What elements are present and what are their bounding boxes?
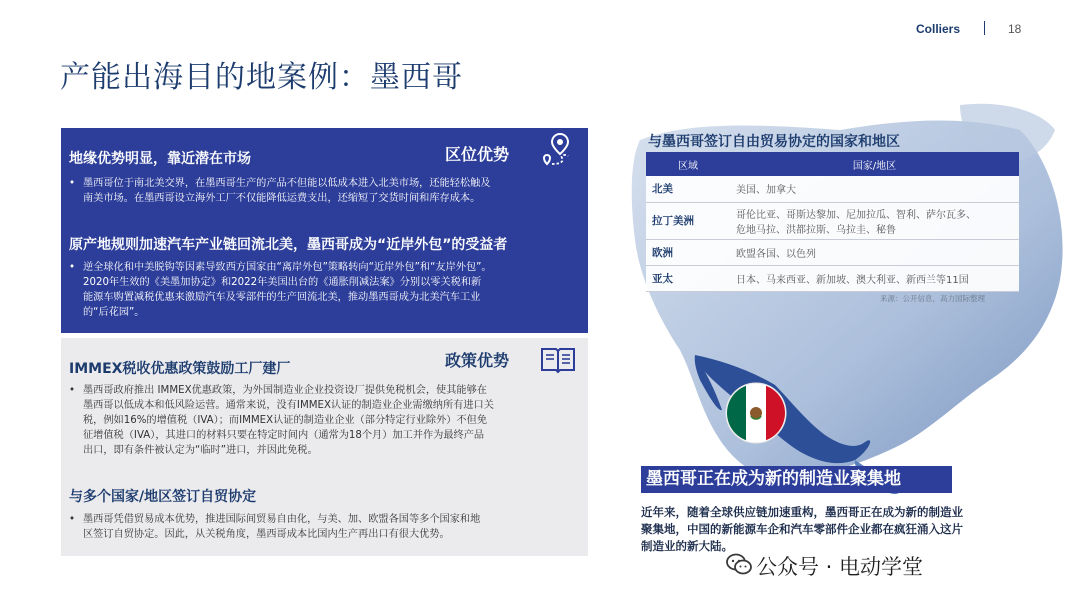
location-section2-text [69, 260, 584, 320]
column-header-region: 区域 [646, 152, 730, 176]
policy-section1-title: IMMEX税收优惠政策鼓励工厂建厂 [69, 361, 291, 377]
text-line: 墨西哥政府推出 IMMEX优惠政策，为外国制造业企业投资设厂提供免税机会，使其能够在 [83, 385, 487, 396]
text-line: 墨西哥以低成本和低风险运营。通常来说，没有IMMEX认证的制造业企业需缴纳所有进口关 [83, 400, 494, 411]
header-separator [984, 21, 985, 35]
mexico-flag-icon [725, 382, 787, 444]
open-book-icon [539, 344, 577, 374]
region-cell: 欧洲 [646, 239, 730, 265]
wechat-icon [725, 550, 753, 578]
fta-table [646, 152, 1019, 292]
text-line: 税，例如16%的增值税（IVA）；而IMMEX认证的制造业企业（部分特定行业除外）不但免 [83, 415, 488, 426]
countries-line: 欧盟各国、以色列 [736, 248, 816, 260]
region-cell: 亚太 [646, 265, 730, 291]
location-section1-title: 地缘优势明显，靠近潜在市场 [69, 151, 251, 167]
policy-section1-text [69, 383, 584, 458]
location-section2-title: 原产地规则加速汽车产业链回流北美，墨西哥成为“近岸外包”的受益者 [69, 237, 508, 253]
table-header-row [646, 152, 1019, 176]
text-line: 近年来，随着全球供应链加速重构，墨西哥正在成为新的制造业 [641, 505, 963, 519]
table-row [646, 239, 1019, 265]
policy-section2-text [69, 512, 584, 542]
hub-title: 墨西哥正在成为新的制造业聚集地 [641, 466, 952, 493]
text-line: 制造业的新大陆。 [641, 539, 733, 553]
text-line: 的“后花园”。 [83, 307, 145, 318]
text-line: 墨西哥凭借贸易成本优势，推进国际间贸易自由化，与美、加、欧盟各国等多个国家和地 [83, 514, 481, 525]
bullet-dot: • [69, 385, 76, 396]
countries-cell [730, 239, 1019, 265]
hub-description [641, 504, 1031, 555]
location-section1-text [69, 176, 584, 206]
brand-logo-text: Colliers [916, 22, 961, 36]
table-row [646, 202, 1019, 239]
table-row [646, 265, 1019, 291]
text-line: 2020年生效的《美墨加协定》和2022年美国出台的《通胀削减法案》分别以零关税和新 [83, 277, 482, 288]
text-line: 征增值税（IVA），其进口的材料只要在特定时间内（通常为18个月）加工并作为最终产品 [83, 430, 485, 441]
page-title: 产能出海目的地案例：墨西哥 [60, 60, 463, 95]
table-source-note: 来源：公开信息，高力国际整理 [880, 294, 985, 303]
countries-line: 日本、马来西亚、新加坡、澳大利亚、新西兰等11国 [736, 274, 969, 286]
bullet-dot: • [69, 514, 76, 525]
location-advantage-panel [61, 128, 588, 333]
policy-advantage-panel [61, 338, 588, 556]
column-header-countries: 国家/地区 [730, 152, 1019, 176]
text-line: 聚集地，中国的新能源车企和汽车零部件企业都在疯狂涌入这片 [641, 522, 963, 536]
page-number: 18 [1008, 22, 1022, 36]
text-line: 能源车购置减税优惠来激励汽车及零部件的生产回流北美，推动墨西哥成为北美汽车工业 [83, 292, 481, 303]
policy-section2-title: 与多个国家/地区签订自贸协定 [69, 489, 257, 505]
countries-line: 哥伦比亚、哥斯达黎加、尼加拉瓜、智利、萨尔瓦多、 [736, 209, 976, 221]
policy-tag: 政策优势 [445, 351, 510, 370]
region-cell: 拉丁美洲 [646, 202, 730, 239]
text-line: 逆全球化和中美脱钩等因素导致西方国家由“离岸外包”策略转向“近岸外包”和“友岸外包”。 [83, 262, 492, 273]
countries-cell [730, 265, 1019, 291]
region-cell: 北美 [646, 176, 730, 202]
fta-table-title: 与墨西哥签订自由贸易协定的国家和地区 [648, 134, 900, 150]
text-line: 墨西哥位于南北美交界，在墨西哥生产的产品不但能以低成本进入北美市场，还能轻松触及 [83, 178, 491, 189]
text-line: 区签订自贸协定。因此，从关税角度，墨西哥成本比国内生产再出口有很大优势。 [83, 529, 450, 540]
countries-line: 美国、加拿大 [736, 185, 796, 197]
countries-cell [730, 202, 1019, 239]
map-route-icon [538, 132, 572, 168]
bullet-dot: • [69, 178, 76, 189]
location-tag: 区位优势 [445, 145, 510, 164]
text-line: 出口，即有条件被认定为“临时”进口，并因此免税。 [83, 445, 318, 456]
table-row [646, 176, 1019, 202]
watermark-text: 公众号 · 电动学堂 [756, 555, 924, 579]
countries-cell [730, 176, 1019, 202]
countries-line: 危地马拉、洪都拉斯、乌拉圭、秘鲁 [736, 224, 896, 236]
text-line: 南美市场。在墨西哥设立海外工厂不仅能降低运费支出，还缩短了交货时间和库存成本。 [83, 193, 481, 204]
bullet-dot: • [69, 262, 76, 273]
